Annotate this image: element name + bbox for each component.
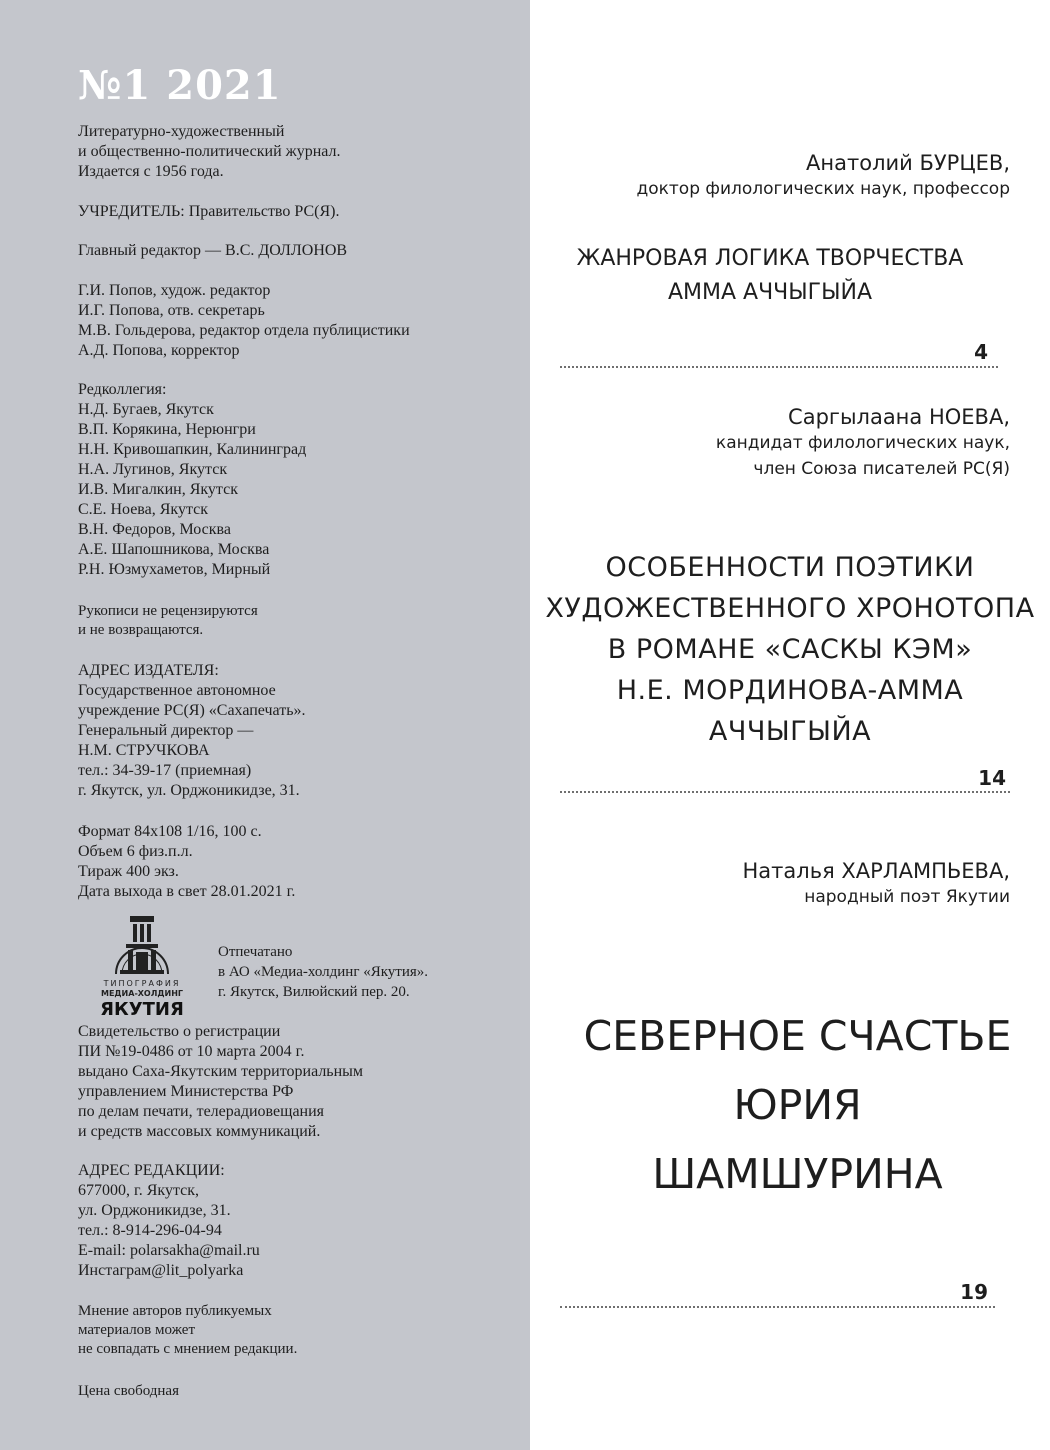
leader-dots	[560, 1306, 995, 1308]
author-role: доктор филологических наук, профессор	[636, 179, 1010, 199]
title-line: ШАМШУРИНА	[652, 1150, 943, 1198]
logo-caption: МЕДИА-ХОЛДИНГ	[101, 989, 183, 998]
registration-line: и средств массовых коммуникаций.	[78, 1123, 321, 1140]
article-3-title[interactable]	[530, 1002, 1050, 1209]
author-name: Наталья ХАРЛАМПЬЕВА,	[742, 859, 1010, 883]
article-3-page-number[interactable]: 19	[960, 1280, 988, 1304]
disclaimer	[78, 1302, 297, 1359]
intro-line: Издается с 1956 года.	[78, 163, 224, 180]
board-member: Н.Н. Кривошапкин, Калининград	[78, 441, 307, 458]
address-line: тел.: 8-914-296-04-94	[78, 1222, 222, 1239]
registration-line: ПИ №19-0486 от 10 марта 2004 г.	[78, 1043, 305, 1060]
address-line: ул. Орджоникидзе, 31.	[78, 1202, 231, 1219]
title-line: СЕВЕРНОЕ СЧАСТЬЕ	[583, 1012, 1012, 1060]
note-line: Рукописи не рецензируются	[78, 603, 258, 619]
leader-dots	[560, 366, 998, 368]
board-member: И.В. Мигалкин, Якутск	[78, 481, 238, 498]
disclaimer-line: материалов может	[78, 1322, 196, 1338]
founder: УЧРЕДИТЕЛЬ: Правительство РС(Я).	[78, 203, 340, 220]
leader-dots	[560, 791, 1010, 793]
format-line: Тираж 400 экз.	[78, 863, 179, 880]
email-line: E-mail: polarsakha@mail.ru	[78, 1242, 260, 1259]
author-role: кандидат филологических наук,	[715, 433, 1010, 453]
registration-line: выдано Саха-Якутским территориальным	[78, 1063, 364, 1080]
title-line: В РОМАНЕ «САСКЫ КЭМ»	[607, 634, 973, 665]
printed-line: в АО «Медиа-холдинг «Якутия».	[218, 964, 429, 980]
article-2-title[interactable]	[530, 547, 1050, 752]
registration-line: управлением Министерства РФ	[78, 1083, 294, 1100]
format-line: Дата выхода в свет 28.01.2021 г.	[78, 883, 296, 900]
board-member: В.П. Корякина, Нерюнгри	[78, 421, 256, 438]
author-name: Саргылаана НОЕВА,	[788, 405, 1010, 429]
board-member: А.Е. Шапошникова, Москва	[78, 541, 270, 558]
title-line: ОСОБЕННОСТИ ПОЭТИКИ	[605, 552, 975, 583]
chief-editor: Главный редактор — В.С. ДОЛЛОНОВ	[78, 242, 348, 259]
contents-panel	[530, 0, 1050, 1450]
article-2-author-block	[716, 404, 1010, 482]
board-member: Н.А. Лугинов, Якутск	[78, 461, 228, 478]
board-member: С.Е. Ноева, Якутск	[78, 501, 209, 518]
title-line: АЧЧЫГЫЙА	[708, 716, 872, 747]
title-line: ЮРИЯ	[733, 1081, 862, 1129]
address-line: Генеральный директор —	[78, 722, 254, 739]
printed-line: Отпечатано	[218, 944, 293, 960]
registration-line: Свидетельство о регистрации	[78, 1023, 281, 1040]
article-1-page-number[interactable]: 4	[974, 340, 988, 364]
editorial-board	[78, 380, 306, 580]
print-format	[78, 822, 295, 902]
article-3-author-block	[743, 858, 1010, 910]
printed-by	[218, 942, 428, 1002]
board-title: Редколлегия:	[78, 381, 167, 398]
staff-line: И.Г. Попова, отв. секретарь	[78, 302, 265, 319]
manuscripts-note	[78, 602, 258, 640]
author-role: член Союза писателей РС(Я)	[753, 459, 1010, 479]
article-1-author-block	[636, 150, 1010, 202]
intro-line: Литературно-художественный	[78, 123, 285, 140]
board-member: Р.Н. Юзмухаметов, Мирный	[78, 561, 271, 578]
title-line: ХУДОЖЕСТВЕННОГО ХРОНОТОПА	[545, 593, 1035, 624]
address-line: Н.М. СТРУЧКОВА	[78, 742, 210, 759]
staff-line: М.В. Гольдерова, редактор отдела публицистики	[78, 322, 410, 339]
address-line: АДРЕС РЕДАКЦИИ:	[78, 1162, 225, 1179]
disclaimer-line: не совпадать с мнением редакции.	[78, 1341, 298, 1357]
instagram-line: Инстаграм@lit_polyarka	[78, 1262, 244, 1279]
address-line: 677000, г. Якутск,	[78, 1182, 200, 1199]
printing-house-logo	[76, 902, 208, 1020]
staff-line: Г.И. Попов, худож. редактор	[78, 282, 271, 299]
article-1-title[interactable]	[530, 242, 1010, 310]
author-role: народный поэт Якутии	[804, 887, 1010, 907]
note-line: и не возвращаются.	[78, 622, 204, 638]
disclaimer-line: Мнение авторов публикуемых	[78, 1303, 272, 1319]
intro-line: и общественно-политический журнал.	[78, 143, 341, 160]
address-line: г. Якутск, ул. Орджоникидзе, 31.	[78, 782, 300, 799]
address-line: Государственное автономное	[78, 682, 276, 699]
address-line: АДРЕС ИЗДАТЕЛЯ:	[78, 662, 219, 679]
title-line: Н.Е. МОРДИНОВА-АММА	[616, 675, 964, 706]
format-line: Объем 6 физ.п.л.	[78, 843, 193, 860]
editorial-staff	[78, 281, 410, 361]
format-line: Формат 84х108 1/16, 100 с.	[78, 823, 262, 840]
address-line: тел.: 34-39-17 (приемная)	[78, 762, 252, 779]
article-2-page-number[interactable]: 14	[978, 766, 1006, 790]
staff-line: А.Д. Попова, корректор	[78, 342, 240, 359]
logo-wordmark: ЯКУТИЯ	[100, 999, 184, 1020]
printed-line: г. Якутск, Вилюйский пер. 20.	[218, 984, 410, 1000]
registration-info	[78, 1022, 363, 1142]
registration-line: по делам печати, телерадиовещания	[78, 1103, 325, 1120]
editorial-address	[78, 1161, 260, 1281]
logo-caption: ТИПОГРАФИЯ	[103, 979, 181, 988]
issue-number: №1 2021	[78, 62, 282, 109]
title-line: АММА АЧЧЫГЫЙА	[667, 280, 872, 305]
board-member: Н.Д. Бугаев, Якутск	[78, 401, 214, 418]
publisher-address	[78, 661, 306, 801]
title-line: ЖАНРОВАЯ ЛОГИКА ТВОРЧЕСТВА	[576, 246, 964, 271]
address-line: учреждение РС(Я) «Сахапечать».	[78, 702, 306, 719]
author-name: Анатолий БУРЦЕВ,	[806, 151, 1010, 175]
board-member: В.Н. Федоров, Москва	[78, 521, 231, 538]
journal-intro	[78, 122, 340, 182]
price: Цена свободная	[78, 1383, 179, 1399]
